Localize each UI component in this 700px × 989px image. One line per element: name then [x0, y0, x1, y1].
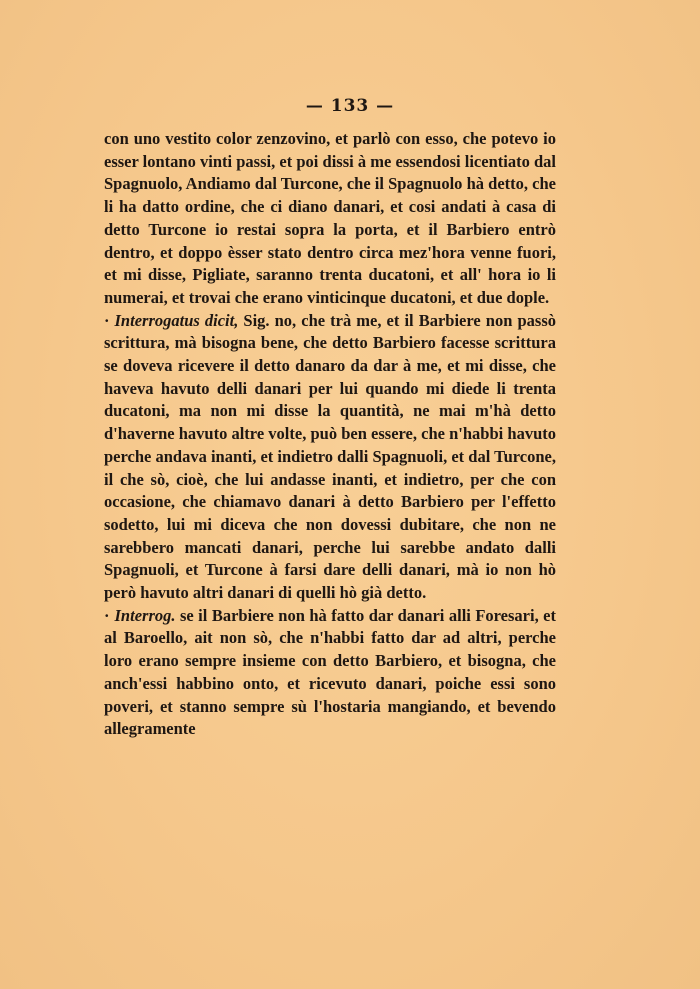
- paragraph-2-text: Sig. no, che trà me, et il Barbiere non passò scrittura, mà bisogna bene, che detto Barbiero facesse scrittura se doveva ricevere il detto danaro da dar à me, et mi disse, che haveva havuto delli danari per lui quando mi diede li trenta ducatoni, ma non mi disse la quantità, ne mai m'hà detto d'haverne havuto altre volte, può ben essere, che n'habbi havuto perche andava inanti, et indietro dalli Spagnuoli, et dal Turcone, il che sò, cioè, che lui andasse inanti, et indietro, per che con occasione, che chiamavo danari à detto Barbiero per l'effetto sodetto, lui mi diceva che non dovessi dubitare, che non ne sarebbero mancati danari, perche lui sarebbe andato dalli Spagnuoli, et Turcone à farsi dare delli danari, mà io non hò però havuto altri danari di quelli hò già detto.: [104, 310, 557, 603]
- paragraph-1-text: con uno vestito color zenzovino, et parlò con esso, che potevo io esser lontano vinti passi, et poi dissi à me essendosi licentiato dal Spagnuolo, Andiamo dal Turcone, che il Spagnuolo hà detto, che li ha datto ordine, che ci diano danari, et cosi andati à casa di detto Turcone io restai sopra la porta, et il Barbiero entrò dentro, et doppo èsser stato dentro circa mez'hora venne fuori, et mi disse, Pigliate, saranno trenta ducatoni, et all' hora io li numerai, et trovai che erano vinticinque ducatoni, et due dople.: [104, 129, 556, 307]
- paragraph-3-lead: Interrog.: [114, 605, 176, 625]
- paragraph-2: [104, 310, 556, 605]
- paragraph-2-mark: ·: [104, 310, 110, 330]
- paragraph-3: [104, 605, 556, 741]
- paragraph-3-text: se il Barbiere non hà fatto dar danari alli Foresari, et al Baroello, ait non sò, che n'habbi fatto dar ad altri, perche loro erano sempre insieme con detto Barbiero, et bisogna, che anch'essi habbino onto, et ricevuto danari, poiche essi sono poveri, et stanno sempre sù l'hostaria mangiando, et bevendo allegramente: [104, 605, 556, 739]
- paragraph-2-lead: Interrogatus dicit,: [114, 310, 239, 330]
- body-text: [104, 128, 556, 741]
- page-number: — 133 —: [305, 96, 395, 116]
- paragraph-3-mark: ·: [104, 605, 110, 625]
- paragraph-1: [104, 128, 556, 310]
